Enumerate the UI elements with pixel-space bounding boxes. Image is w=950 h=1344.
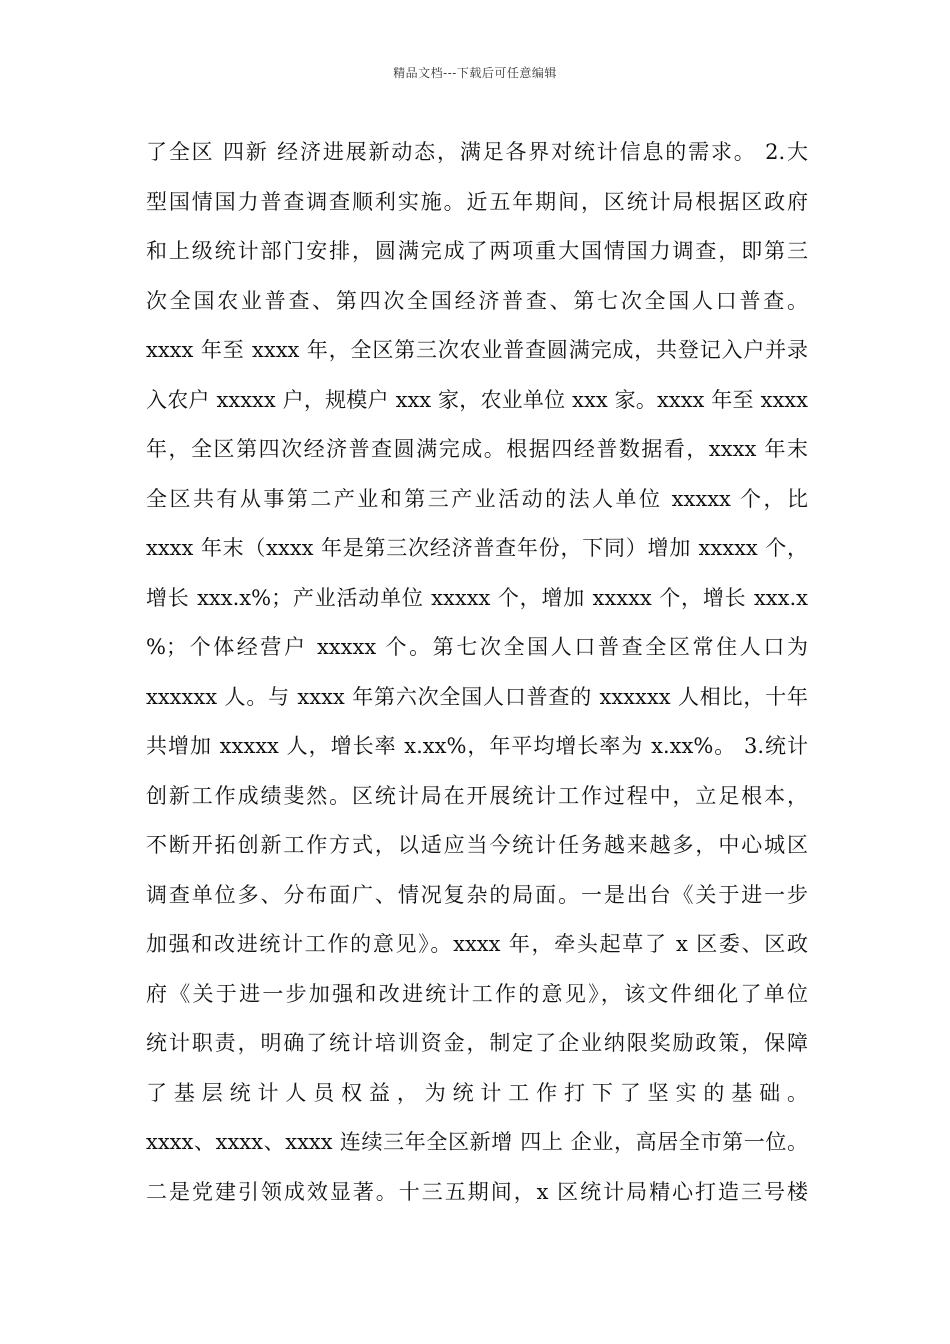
text-line: 次全国农业普查、第四次全国经济普查、第七次全国人口普查。 [146, 288, 808, 313]
text-line: 年，全区第四次经济普查圆满完成。根据四经普数据看，xxxx 年末 [146, 437, 808, 461]
text-line: 调查单位多、分布面广、情况复杂的局面。一是出台《关于进一步 [146, 882, 808, 907]
text-line: 加强和改进统计工作的意见》。xxxx 年，牵头起草了 x 区委、区政 [146, 932, 808, 956]
text-line: 府《关于进一步加强和改进统计工作的意见》，该文件细化了单位 [146, 981, 808, 1006]
document-body [146, 132, 808, 1221]
text-line: 二是党建引领成效显著。十三五期间，x 区统计局精心打造三号楼 [146, 1179, 808, 1204]
text-line: %；个体经营户 xxxxx 个。第七次全国人口普查全区常住人口为 [146, 635, 808, 659]
text-line: 创新工作成绩斐然。区统计局在开展统计工作过程中，立足根本， [146, 783, 808, 808]
text-line: xxxx 年至 xxxx 年，全区第三次农业普查圆满完成，共登记入户并录 [146, 338, 808, 362]
text-line: 不断开拓创新工作方式，以适应当今统计任务越来越多，中心城区 [146, 833, 808, 857]
text-line: xxxx 年末（xxxx 年是第三次经济普查年份，下同）增加 xxxxx 个， [146, 536, 808, 560]
text-line: 共增加 xxxxx 人，增长率 x.xx%，年平均增长率为 x.xx%。 3.统计 [146, 734, 808, 758]
text-line: xxxxxx 人。与 xxxx 年第六次全国人口普查的 xxxxxx 人相比，十年 [146, 684, 808, 709]
text-line: 增长 xxx.x%；产业活动单位 xxxxx 个，增加 xxxxx 个，增长 xxx.x [146, 585, 808, 610]
text-line: 和上级统计部门安排，圆满完成了两项重大国情国力调查，即第三 [146, 239, 808, 263]
text-line: xxxx、xxxx、xxxx 连续三年全区新增 四上 企业，高居全市第一位。 [146, 1130, 808, 1154]
text-line: 全区共有从事第二产业和第三产业活动的法人单位 xxxxx 个，比 [146, 486, 808, 511]
text-line: 了全区 四新 经济进展新动态，满足各界对统计信息的需求。 2.大 [146, 140, 808, 164]
text-line: 了基层统计人员权益，为统计工作打下了坚实的基础。 [146, 1080, 808, 1105]
text-line: 型国情国力普查调查顺利实施。近五年期间，区统计局根据区政府 [146, 189, 808, 214]
text-line: 入农户 xxxxx 户，规模户 xxx 家，农业单位 xxx 家。xxxx 年至 xxxx [146, 387, 808, 412]
text-line: 统计职责，明确了统计培训资金，制定了企业纳限奖励政策，保障 [146, 1031, 808, 1055]
page-header: 精品文档---下载后可任意编辑 [393, 66, 557, 80]
